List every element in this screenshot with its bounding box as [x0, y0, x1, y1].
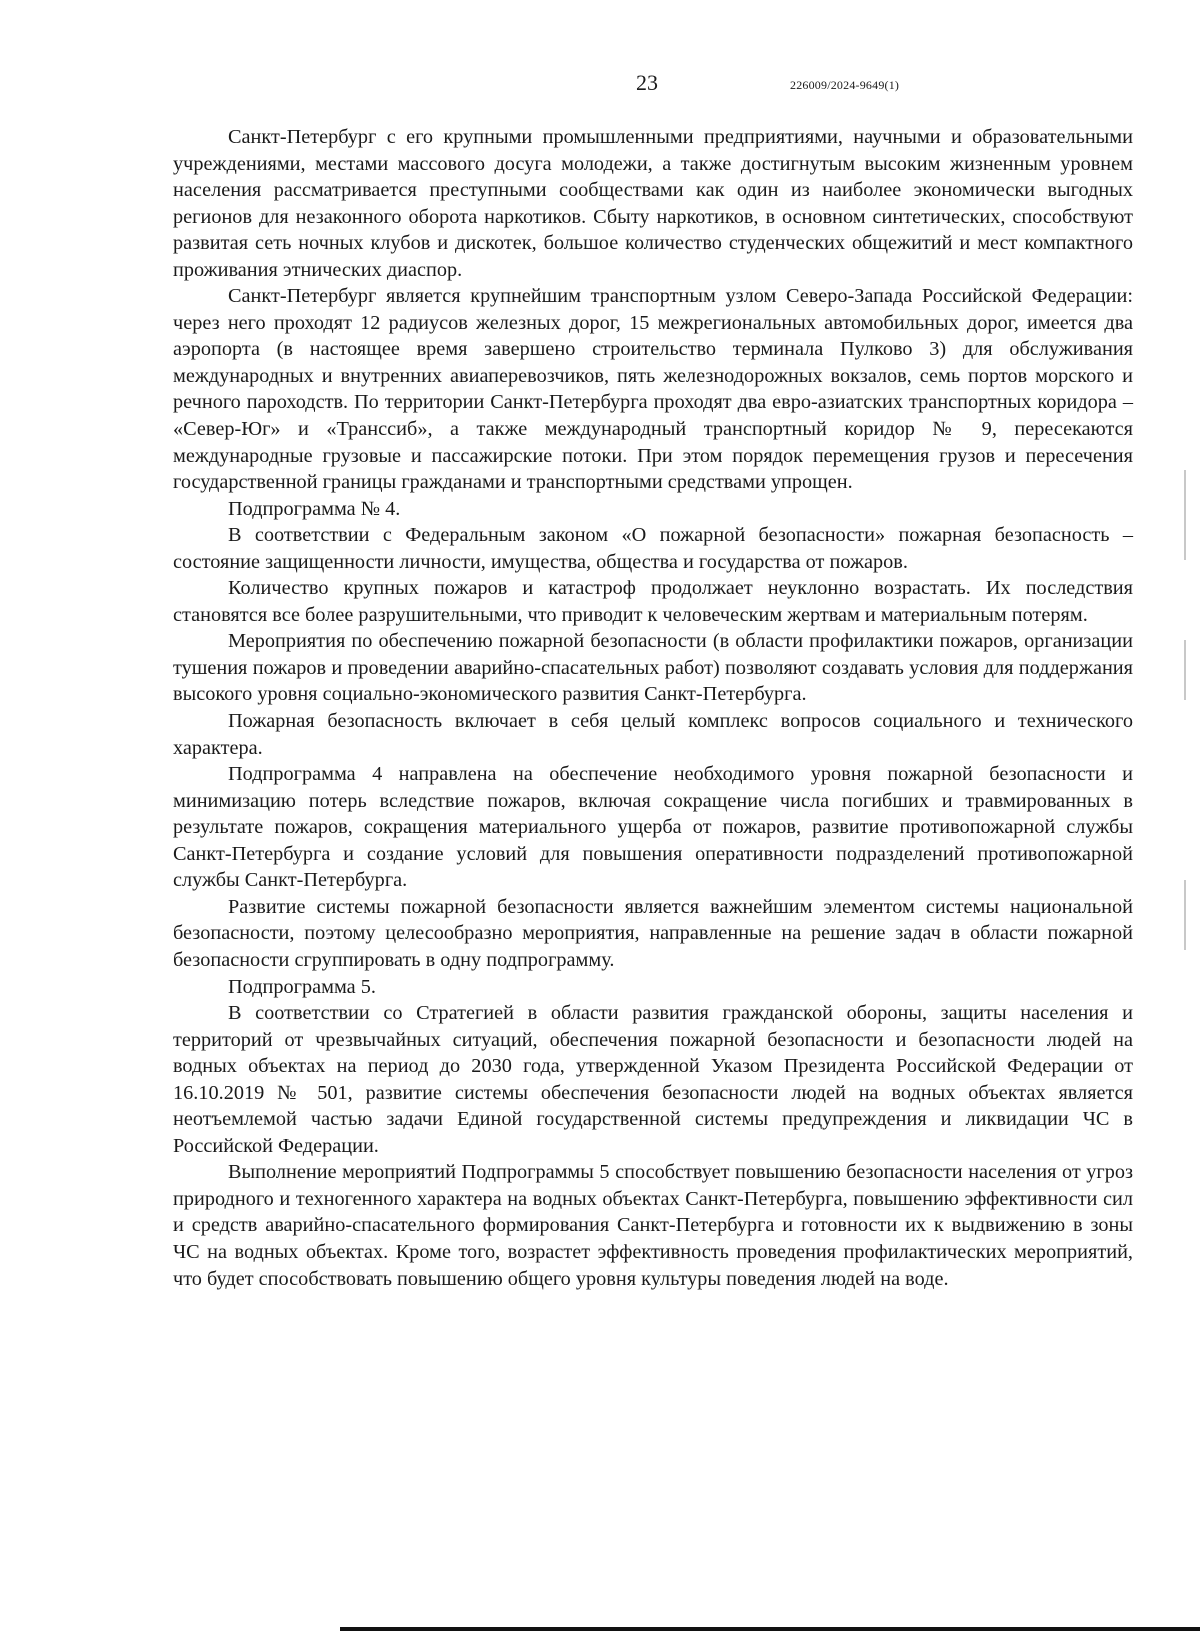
scan-bottom-edge — [340, 1627, 1200, 1631]
paragraph-strategy-2030: В соответствии со Стратегией в области развития гражданской обороны, защиты населения и территорий от чрезвычайных ситуаций, обеспечения пожарной безопасности и безопасности людей на водных объектах на период до 2030 года, утвержденной Указом Президента Российской Федерации от 16.10.2019 № 501, развитие системы обеспечения безопасности людей на водных объектах является неотъемлемой частью задачи Единой государственной системы предупреждения и ликвидации ЧС в Российской Федерации. — [173, 1002, 1133, 1157]
document-id: 226009/2024-9649(1) — [790, 78, 900, 92]
paragraph-drug-trafficking: Санкт-Петербург с его крупными промышленными предприятиями, научными и образовательными учреждениями, местами массового досуга молодежи, а также достигнутым высоким жизненным уровнем населения рассматривается преступными сообществами как один из наиболее экономически выгодных регионов для незаконного оборота наркотиков. Сбыту наркотиков, в основном синтетических, способствуют развитая сеть ночных клубов и дискотек, большое количество студенческих общежитий и мест компактного проживания этнических диаспор. — [173, 126, 1133, 281]
scan-margin-mark — [1184, 470, 1186, 560]
paragraph-fire-system-development: Развитие системы пожарной безопасности является важнейшим элементом системы национальной безопасности, поэтому целесообразно мероприятия, направленные на решение задач в области пожарной безопасности сгруппировать в одну подпрограмму. — [173, 895, 1133, 971]
scan-margin-mark — [1184, 880, 1186, 950]
page-header — [0, 70, 1200, 100]
paragraph-fires-increase: Количество крупных пожаров и катастроф продолжает неуклонно возрастать. Их последствия становятся все более разрушительными, что приводит к человеческим жертвам и материальным потерям. — [173, 577, 1133, 626]
paragraph-fire-safety-law: В соответствии с Федеральным законом «О пожарной безопасности» пожарная безопасность – состояние защищенности личности, имущества, общества и государства от пожаров. — [173, 524, 1133, 573]
paragraph-fire-complex: Пожарная безопасность включает в себя целый комплекс вопросов социального и технического характера. — [173, 710, 1133, 759]
subprogram-4-heading: Подпрограмма № 4. — [228, 497, 401, 520]
paragraph-fire-measures: Мероприятия по обеспечению пожарной безопасности (в области профилактики пожаров, организации тушения пожаров и проведении аварийно-спасательных работ) позволяют создавать условия для поддержания высокого уровня социально-экономического развития Санкт-Петербурга. — [173, 630, 1133, 706]
page-number: 23 — [636, 70, 658, 95]
paragraph-subprogram-4-goals: Подпрограмма 4 направлена на обеспечение необходимого уровня пожарной безопасности и минимизацию потерь вследствие пожаров, включая сокращение числа погибших и травмированных в результате пожаров, сокращения материального ущерба от пожаров, развитие противопожарной службы Санкт-Петербурга и создание условий для повышения оперативности подразделений противопожарной службы Санкт-Петербурга. — [173, 763, 1133, 892]
subprogram-5-heading: Подпрограмма 5. — [228, 975, 376, 998]
paragraph-transport-hub: Санкт-Петербург является крупнейшим транспортным узлом Северо-Запада Российской Федерации: через него проходят 12 радиусов железных дорог, 15 межрегиональных автомобильных дорог, имеется два аэропорта (в настоящее время завершено строительство терминала Пулково 3) для обслуживания международных и внутренних авиаперевозчиков, пять железнодорожных вокзалов, семь портов морского и речного пароходств. По территории Санкт-Петербурга проходят два евро-азиатских транспортных коридора – «Север-Юг» и «Транссиб», а также международный транспортный коридор № 9, пересекаются международные грузовые и пассажирские потоки. При этом порядок перемещения грузов и пересечения государственной границы гражданами и транспортными средствами упрощен. — [173, 285, 1133, 494]
paragraph-subprogram-5-results: Выполнение мероприятий Подпрограммы 5 способствует повышению безопасности населения от угроз природного и техногенного характера на водных объектах Санкт-Петербурга, повышению эффективности сил и средств аварийно-спасательного формирования Санкт-Петербурга и готовности их к выдвижению в зоны ЧС на водных объектах. Кроме того, возрастет эффективность проведения профилактических мероприятий, что будет способствовать повышению общего уровня культуры поведения людей на воде. — [173, 1161, 1133, 1290]
document-body — [173, 124, 1133, 1292]
scan-margin-mark — [1184, 640, 1186, 700]
